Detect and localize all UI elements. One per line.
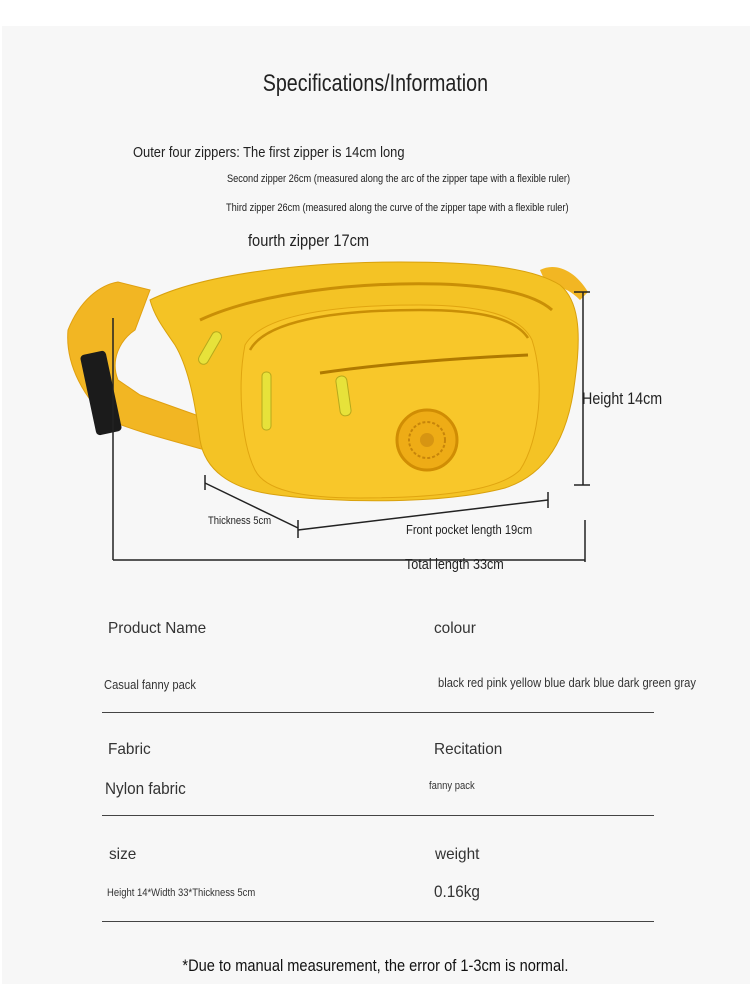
colour-value: black red pink yellow blue dark blue dark green gray — [438, 675, 696, 690]
divider — [102, 921, 654, 922]
weight-value: 0.16kg — [434, 882, 480, 901]
divider — [102, 712, 654, 713]
colour-label: colour — [434, 620, 476, 637]
weight-label: weight — [435, 846, 480, 863]
product-name-value: Casual fanny pack — [104, 677, 196, 692]
zipper-note-fourth: fourth zipper 17cm — [248, 231, 370, 250]
zipper-note-third: Third zipper 26cm (measured along the curve of the zipper tape with a flexible ruler) — [226, 202, 569, 214]
divider — [102, 815, 654, 816]
product-name-label: Product Name — [108, 620, 207, 637]
recitation-value: fanny pack — [429, 780, 475, 792]
total-length-dimension-label: Total length 33cm — [405, 556, 504, 573]
height-dimension-label: Height 14cm — [582, 389, 663, 408]
front-panel — [241, 305, 539, 498]
fabric-label: Fabric — [108, 741, 151, 758]
size-value: Height 14*Width 33*Thickness 5cm — [107, 887, 256, 899]
fabric-value: Nylon fabric — [105, 779, 186, 798]
zipper-note-outer: Outer four zippers: The first zipper is 14cm long — [133, 144, 405, 161]
zipper-note-second: Second zipper 26cm (measured along the arc of the zipper tape with a flexible ruler) — [227, 173, 571, 185]
measurement-disclaimer: *Due to manual measurement, the error of 1-3cm is normal. — [182, 956, 568, 975]
front-pocket-dimension-label: Front pocket length 19cm — [406, 522, 533, 537]
recitation-label: Recitation — [434, 741, 503, 758]
thickness-dimension-label: Thickness 5cm — [208, 515, 272, 527]
size-label: size — [109, 846, 137, 863]
page-title: Specifications/Information — [262, 70, 488, 97]
